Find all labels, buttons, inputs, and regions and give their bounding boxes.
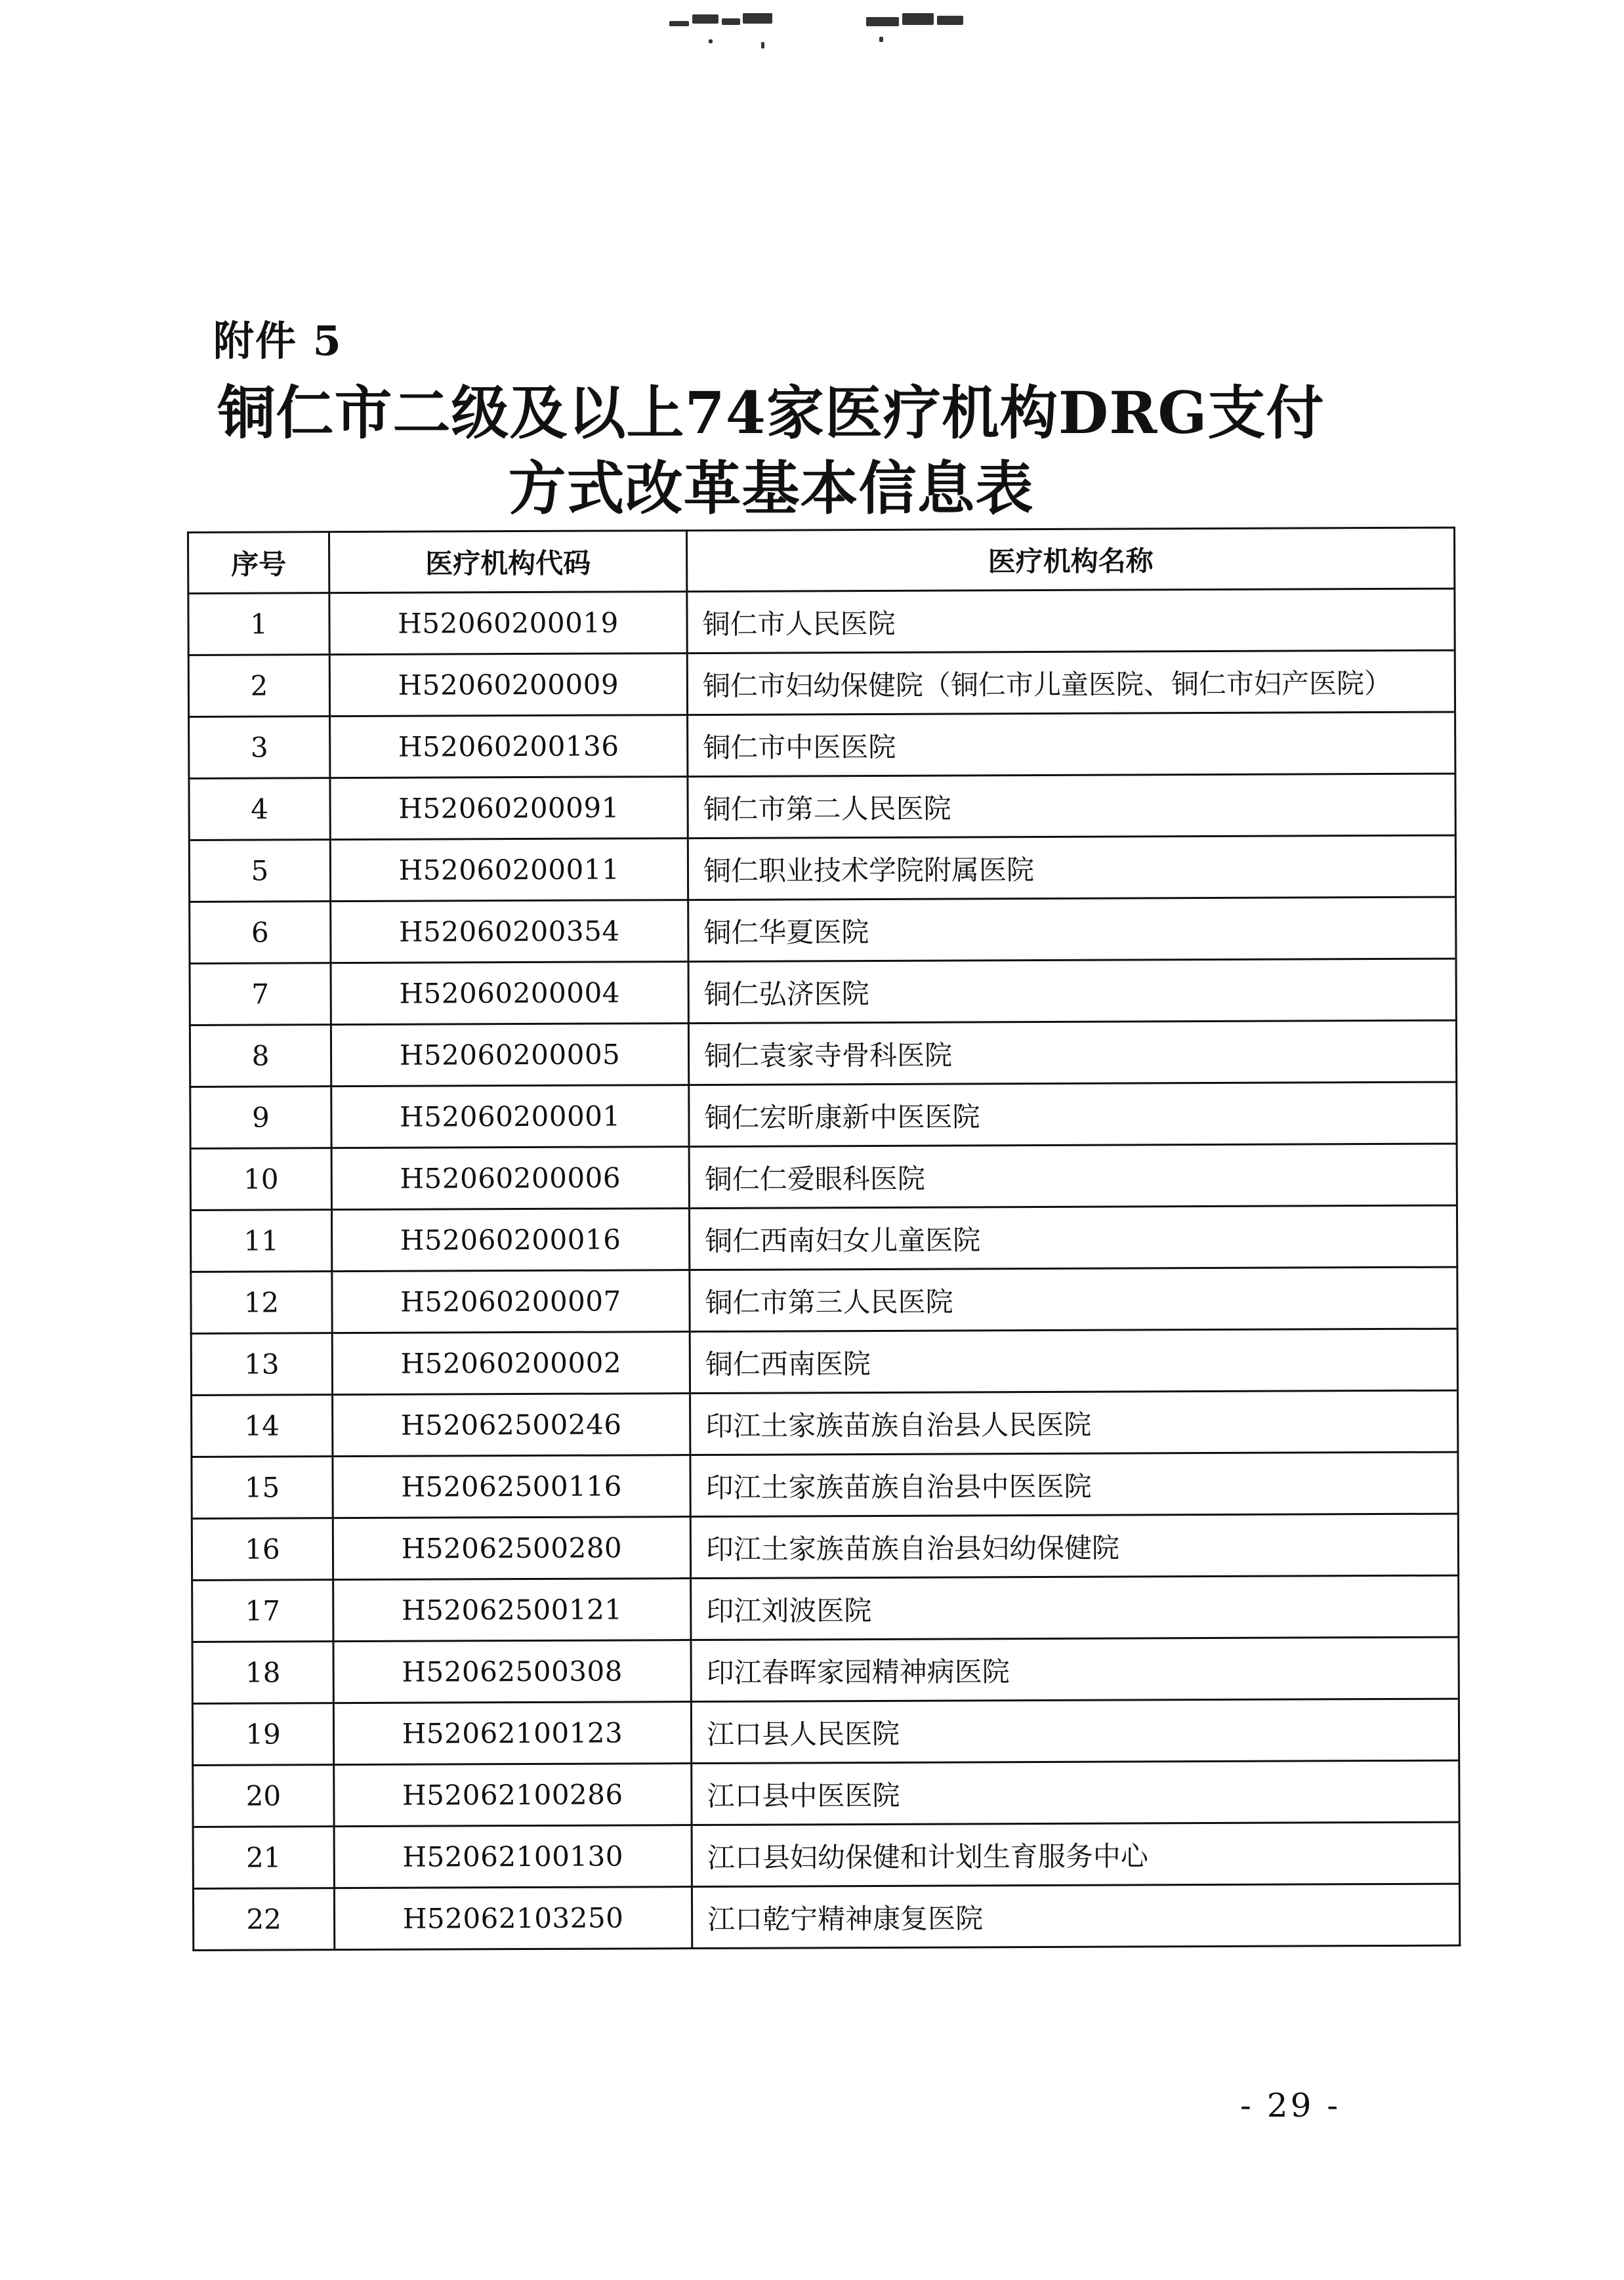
institution-code: H52060200006: [331, 1147, 689, 1210]
institution-name: 铜仁仁爱眼科医院: [689, 1144, 1457, 1208]
institution-code: H52062100123: [333, 1702, 691, 1765]
institution-code: H52062103250: [334, 1887, 692, 1950]
institution-code: H52060200004: [331, 962, 688, 1025]
institution-code: H52062100286: [334, 1764, 692, 1827]
row-number: 12: [191, 1272, 332, 1334]
table-row: [190, 1082, 1457, 1148]
scan-artifact: [866, 8, 971, 54]
institution-name: 铜仁弘济医院: [688, 959, 1456, 1023]
institution-code: H52062500121: [333, 1579, 691, 1642]
institution-code: H52062500116: [333, 1455, 690, 1518]
institution-name: 印江土家族苗族自治县中医医院: [690, 1452, 1458, 1516]
table-row: [190, 1144, 1457, 1210]
row-number: 11: [190, 1210, 331, 1272]
institution-name: 江口乾宁精神康复医院: [692, 1884, 1459, 1948]
institution-code: H52062500246: [333, 1394, 690, 1457]
institution-name: 江口县人民医院: [691, 1699, 1459, 1763]
table-row: [192, 1514, 1458, 1580]
header-name: 医疗机构名称: [687, 528, 1455, 591]
institution-code: H52060200136: [330, 715, 688, 778]
document-title-line1: 铜仁市二级及以上74家医疗机构DRG支付: [217, 379, 1325, 447]
institution-code: H52060200016: [331, 1209, 689, 1272]
table-row: [190, 897, 1456, 963]
table-row: [192, 1452, 1458, 1518]
row-number: 20: [193, 1765, 334, 1827]
institution-name: 铜仁职业技术学院附属医院: [688, 835, 1455, 900]
institution-code: H52060200091: [330, 777, 688, 840]
row-number: 14: [192, 1395, 333, 1457]
institution-name: 铜仁西南妇女儿童医院: [689, 1205, 1457, 1270]
table-row: [193, 1884, 1459, 1950]
table-row: [189, 835, 1455, 902]
row-number: 2: [188, 655, 329, 717]
row-number: 4: [189, 778, 330, 840]
institution-name: 铜仁市人民医院: [687, 589, 1455, 653]
row-number: 15: [192, 1457, 333, 1519]
institution-code: H52060200009: [329, 653, 687, 716]
row-number: 18: [192, 1642, 333, 1704]
institution-name: 印江土家族苗族自治县妇幼保健院: [690, 1514, 1458, 1578]
institution-name: 江口县中医医院: [692, 1760, 1459, 1825]
institution-code: H52060200005: [331, 1024, 688, 1087]
institution-code: H52060200007: [332, 1270, 690, 1333]
table-row: [192, 1390, 1458, 1457]
institution-name: 铜仁市第三人民医院: [690, 1267, 1457, 1331]
row-number: 5: [189, 840, 330, 902]
institution-name: 铜仁市中医医院: [688, 712, 1455, 776]
institution-name: 江口县妇幼保健和计划生育服务中心: [692, 1822, 1459, 1886]
institution-name: 印江土家族苗族自治县人民医院: [690, 1390, 1458, 1455]
document-title-line2: 方式改革基本信息表: [508, 454, 1034, 522]
table-header-row: [188, 528, 1455, 593]
institution-code: H52060200019: [329, 592, 687, 655]
institution-code: H52062500308: [333, 1640, 691, 1703]
row-number: 7: [190, 963, 331, 1026]
row-number: 6: [190, 902, 331, 964]
table-row: [190, 1020, 1456, 1087]
table-body: [188, 589, 1460, 1950]
institution-name: 铜仁市妇幼保健院（铜仁市儿童医院、铜仁市妇产医院）: [687, 650, 1455, 715]
institution-name: 印江春晖家园精神病医院: [691, 1637, 1459, 1701]
table-row: [193, 1760, 1459, 1827]
table-row: [188, 650, 1455, 716]
institution-name: 印江刘波医院: [691, 1575, 1459, 1640]
institution-code: H52062100130: [334, 1825, 692, 1888]
header-no: 序号: [188, 532, 329, 594]
table-row: [190, 1205, 1457, 1272]
table-row: [192, 1699, 1459, 1765]
row-number: 22: [193, 1888, 334, 1951]
table-row: [192, 1575, 1459, 1642]
institution-name: 铜仁西南医院: [690, 1329, 1457, 1393]
institution-name: 铜仁宏昕康新中医医院: [689, 1082, 1457, 1146]
institution-code: H52060200011: [330, 839, 688, 902]
row-number: 21: [193, 1827, 334, 1889]
row-number: 17: [192, 1580, 333, 1642]
row-number: 8: [190, 1025, 331, 1087]
row-number: 9: [190, 1087, 331, 1149]
row-number: 16: [192, 1518, 333, 1581]
scan-artifact: [669, 8, 781, 54]
table-row: [192, 1637, 1459, 1703]
institution-name: 铜仁市第二人民医院: [688, 774, 1455, 838]
row-number: 13: [191, 1333, 332, 1396]
table-row: [189, 712, 1455, 778]
row-number: 19: [192, 1703, 333, 1766]
page-number: - 29 -: [1240, 2086, 1341, 2125]
table-row: [193, 1822, 1459, 1888]
institution-code: H52062500280: [333, 1517, 690, 1580]
table-row: [188, 589, 1455, 655]
table-row: [189, 774, 1455, 840]
table-row: [190, 959, 1456, 1025]
institution-code: H52060200354: [331, 900, 688, 963]
row-number: 1: [188, 593, 329, 655]
institution-name: 铜仁华夏医院: [688, 897, 1456, 961]
table-row: [191, 1329, 1457, 1395]
institution-name: 铜仁袁家寺骨科医院: [688, 1020, 1456, 1085]
institution-table-container: [187, 527, 1459, 1951]
header-code: 医疗机构代码: [329, 531, 687, 593]
row-number: 10: [190, 1148, 331, 1211]
institution-code: H52060200002: [332, 1332, 690, 1395]
institution-code: H52060200001: [331, 1085, 689, 1148]
table-row: [191, 1267, 1457, 1333]
row-number: 3: [189, 716, 330, 779]
attachment-label: 附件 5: [213, 317, 343, 365]
institution-table: [187, 527, 1461, 1951]
